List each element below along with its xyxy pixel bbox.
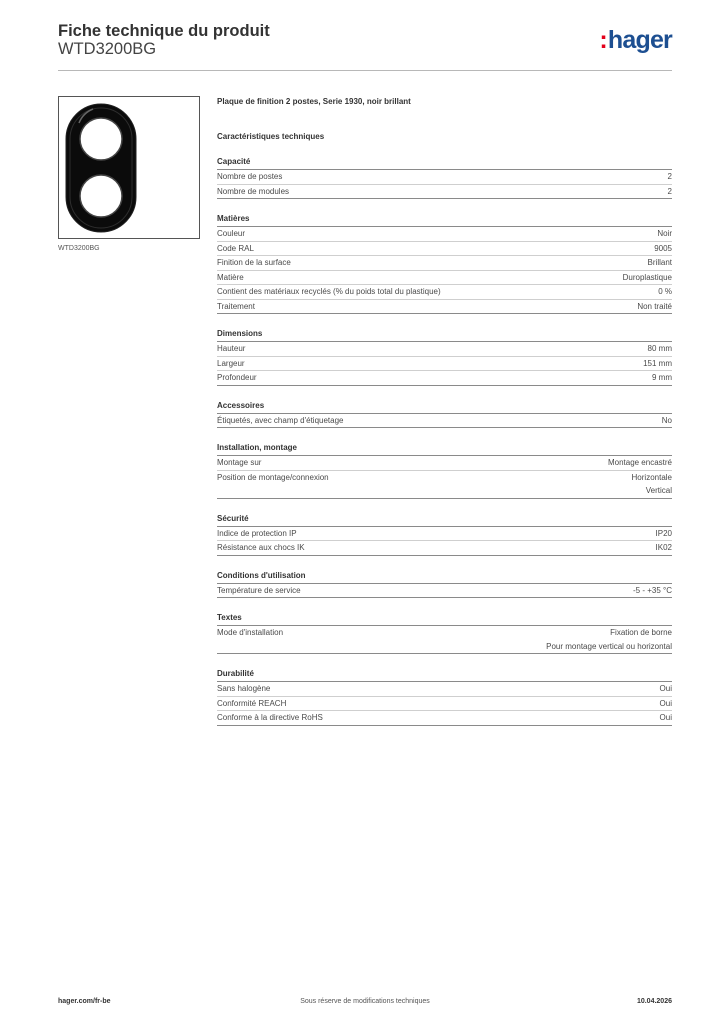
spec-group-title: Accessoires <box>217 400 672 414</box>
spec-group <box>217 400 672 429</box>
product-description: Plaque de finition 2 postes, Serie 1930, noir brillant <box>217 97 411 106</box>
spec-value <box>546 626 672 653</box>
spec-value <box>648 342 672 356</box>
spec-group-title: Dimensions <box>217 328 672 342</box>
spec-value <box>652 371 672 385</box>
spec-group <box>217 442 672 499</box>
spec-row <box>217 541 672 556</box>
spec-value-line: Montage encastré <box>607 458 672 467</box>
spec-row <box>217 456 672 471</box>
spec-label: Couleur <box>217 229 246 238</box>
spec-group-title: Durabilité <box>217 668 672 682</box>
spec-group-title: Textes <box>217 612 672 626</box>
spec-value-line: Oui <box>659 698 672 708</box>
spec-value-line: 151 mm <box>643 358 672 368</box>
two-gang-cover-plate-icon <box>59 97 199 238</box>
spec-value <box>654 242 672 256</box>
spec-label: Contient des matériaux recyclés (% du poids total du plastique) <box>217 287 441 296</box>
spec-row <box>217 242 672 257</box>
spec-value <box>658 285 672 299</box>
spec-value <box>660 682 672 696</box>
spec-value-line: Pour montage vertical ou horizontal <box>546 641 672 651</box>
spec-row <box>217 682 672 697</box>
spec-value-line: 9 mm <box>652 373 672 382</box>
spec-label: Code RAL <box>217 243 254 253</box>
spec-group-title: Matières <box>217 213 672 227</box>
spec-value <box>668 185 672 199</box>
spec-label: Traitement <box>217 301 255 311</box>
spec-row <box>217 357 672 372</box>
spec-row <box>217 271 672 286</box>
spec-label: Indice de protection IP <box>217 528 297 538</box>
spec-label: Hauteur <box>217 344 246 353</box>
spec-label: Position de montage/connexion <box>217 472 329 482</box>
spec-label: Mode d'installation <box>217 628 284 637</box>
spec-label: Résistance aux chocs IK <box>217 543 305 552</box>
logo-colon: : <box>599 26 607 54</box>
spec-value-line: Vertical <box>645 486 672 495</box>
spec-group-title: Installation, montage <box>217 442 672 456</box>
spec-value <box>643 357 672 371</box>
spec-group <box>217 156 672 199</box>
spec-value <box>660 697 672 711</box>
spec-value <box>637 300 672 314</box>
spec-value <box>656 527 672 541</box>
spec-value <box>608 456 672 470</box>
spec-groups <box>217 156 672 726</box>
spec-value-line: Fixation de borne <box>610 628 672 637</box>
spec-label: Sans halogène <box>217 684 271 693</box>
spec-label: Conformité REACH <box>217 698 287 708</box>
spec-value <box>623 271 672 285</box>
spec-value-line: 9005 <box>654 243 672 253</box>
spec-value <box>662 414 672 428</box>
spec-value-line: Duroplastique <box>622 272 672 282</box>
spec-label: Conforme à la directive RoHS <box>217 713 323 722</box>
footer-date: 10.04.2026 <box>636 998 672 1005</box>
spec-value-line: No <box>661 415 672 425</box>
spec-group-title: Sécurité <box>217 513 672 527</box>
footer-notice: Sous réserve de modifications techniques <box>300 998 430 1005</box>
spec-value-line: 2 <box>667 186 672 196</box>
spec-label: Finition de la surface <box>217 258 291 267</box>
spec-value <box>668 170 672 184</box>
spec-row <box>217 371 672 386</box>
spec-group <box>217 612 672 654</box>
spec-row <box>217 626 672 654</box>
hager-logo <box>599 26 672 55</box>
page-header <box>58 22 672 71</box>
spec-value <box>657 227 672 241</box>
document-title: Fiche technique du produit <box>58 22 270 40</box>
spec-value <box>632 471 672 498</box>
spec-value <box>656 541 672 555</box>
spec-value <box>660 711 672 725</box>
spec-label: Étiquetés, avec champ d'étiquetage <box>217 415 344 425</box>
spec-row <box>217 185 672 200</box>
spec-value-line: Oui <box>659 713 672 722</box>
spec-row <box>217 697 672 712</box>
spec-content <box>217 96 672 726</box>
spec-value-line: 2 <box>667 172 672 181</box>
spec-row <box>217 300 672 315</box>
spec-row <box>217 285 672 300</box>
spec-value-line: IP20 <box>655 528 672 538</box>
logo-text: hager <box>607 26 672 54</box>
spec-label: Nombre de modules <box>217 186 290 196</box>
spec-value-line: Oui <box>659 684 672 693</box>
product-reference: WTD3200BG <box>58 40 157 58</box>
spec-row <box>217 227 672 242</box>
spec-group <box>217 213 672 314</box>
spec-value-line: 80 mm <box>647 344 672 353</box>
spec-value-line: Horizontale <box>631 472 672 482</box>
image-caption: WTD3200BG <box>58 245 100 252</box>
spec-row <box>217 170 672 185</box>
spec-group <box>217 570 672 599</box>
spec-value-line: Non traité <box>637 301 672 311</box>
spec-row <box>217 711 672 726</box>
spec-group <box>217 513 672 556</box>
spec-group <box>217 668 672 726</box>
spec-group <box>217 328 672 386</box>
footer-website: hager.com/fr-be <box>58 998 111 1005</box>
product-image <box>58 96 200 239</box>
spec-label: Nombre de postes <box>217 172 283 181</box>
spec-row <box>217 584 672 599</box>
spec-label: Largeur <box>217 358 245 368</box>
spec-label: Profondeur <box>217 373 257 382</box>
spec-row <box>217 342 672 357</box>
spec-value-line: 0 % <box>658 287 672 296</box>
spec-group-title: Conditions d'utilisation <box>217 570 672 584</box>
spec-value-line: IK02 <box>655 543 672 552</box>
section-title: Caractéristiques techniques <box>217 132 325 141</box>
spec-row <box>217 527 672 542</box>
spec-value <box>633 584 672 598</box>
spec-row <box>217 471 672 499</box>
spec-row <box>217 414 672 429</box>
spec-value-line: -5 - +35 °C <box>633 585 672 595</box>
spec-row <box>217 256 672 271</box>
spec-value-line: Brillant <box>647 258 672 267</box>
spec-group-title: Capacité <box>217 156 672 170</box>
spec-label: Matière <box>217 272 244 282</box>
spec-label: Montage sur <box>217 458 262 467</box>
spec-label: Température de service <box>217 585 301 595</box>
spec-value <box>648 256 672 270</box>
spec-value-line: Noir <box>657 229 672 238</box>
